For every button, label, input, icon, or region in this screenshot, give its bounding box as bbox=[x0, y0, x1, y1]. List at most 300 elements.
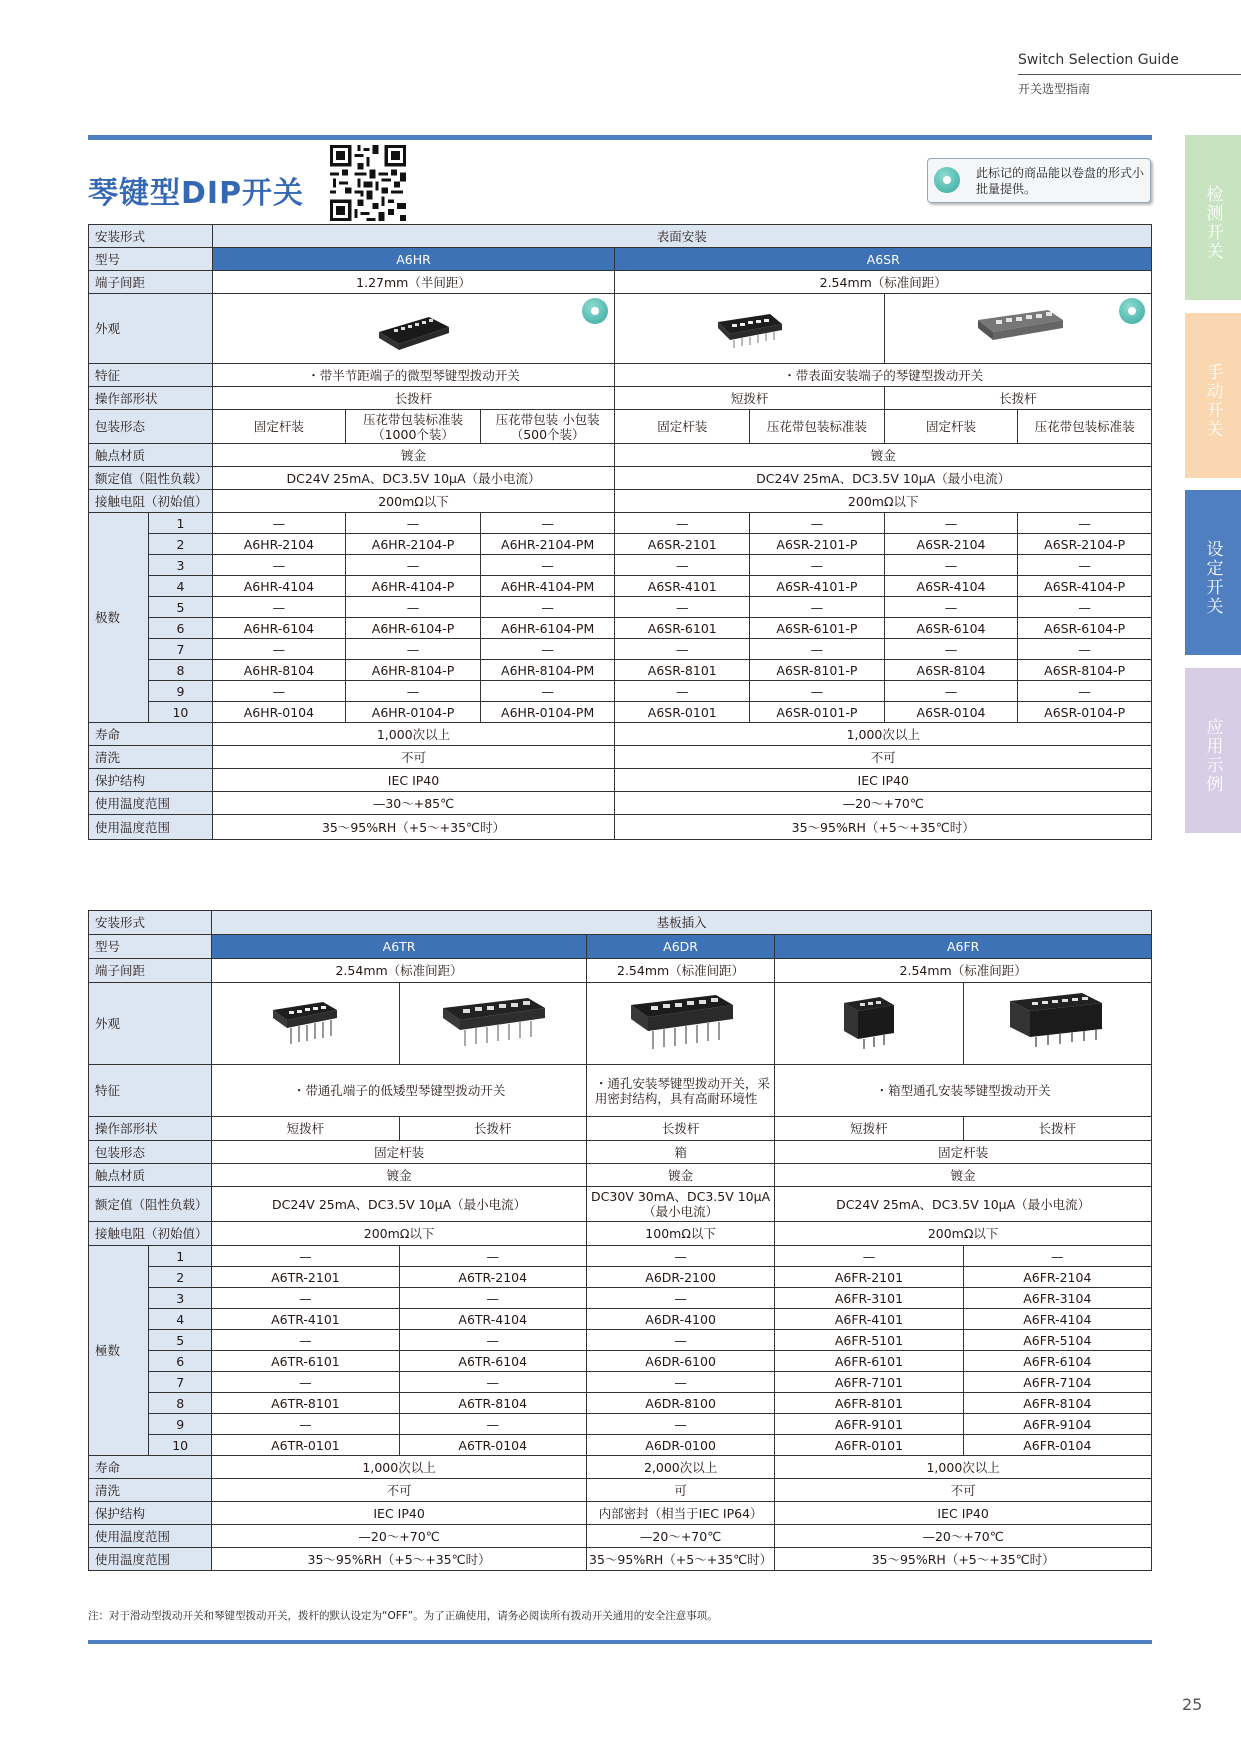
humidity-value: 35～95%RH（+5～+35℃时） bbox=[775, 1548, 1152, 1571]
feature-text: ・带表面安装端子的琴键型拨动开关 bbox=[615, 364, 1152, 387]
part-number-cell: — bbox=[346, 639, 481, 660]
part-number-cell: A6DR-6100 bbox=[586, 1351, 774, 1372]
part-number-cell: — bbox=[615, 513, 750, 534]
table-row bbox=[89, 702, 1152, 723]
side-tab-detection[interactable] bbox=[1185, 135, 1241, 300]
part-number-cell: A6SR-4101 bbox=[615, 576, 750, 597]
label-resistance: 接触电阻（初始值） bbox=[89, 1222, 212, 1246]
table-row bbox=[89, 1435, 1152, 1456]
label-protection: 保护结构 bbox=[89, 1502, 212, 1525]
part-number-cell: A6SR-4104 bbox=[884, 576, 1018, 597]
package-value: 固定杆装 bbox=[212, 410, 346, 444]
temp-value: —20～+70℃ bbox=[775, 1525, 1152, 1548]
reel-note-box bbox=[927, 158, 1151, 203]
label-contact: 触点材质 bbox=[89, 444, 213, 467]
part-number-cell: A6FR-8101 bbox=[775, 1393, 963, 1414]
table-row bbox=[89, 513, 1152, 534]
part-number-cell: — bbox=[586, 1330, 774, 1351]
pole-number: 10 bbox=[149, 1435, 212, 1456]
part-number-cell: A6TR-0101 bbox=[212, 1435, 399, 1456]
part-number-cell: — bbox=[480, 681, 615, 702]
spec-table-through-hole bbox=[88, 910, 1152, 1571]
label-model: 型号 bbox=[89, 248, 213, 271]
part-number-cell: — bbox=[884, 555, 1018, 576]
top-rule bbox=[88, 135, 1152, 140]
resistance-value: 200mΩ以下 bbox=[212, 490, 615, 513]
part-number-cell: A6HR-8104 bbox=[212, 660, 346, 681]
part-number-cell: A6FR-9101 bbox=[775, 1414, 963, 1435]
part-number-cell: A6HR-0104-PM bbox=[480, 702, 615, 723]
part-number-cell: A6TR-2104 bbox=[399, 1267, 586, 1288]
qr-code-icon[interactable] bbox=[330, 145, 406, 221]
product-image-a6dr bbox=[586, 983, 774, 1065]
part-number-cell: — bbox=[615, 555, 750, 576]
page-number: 25 bbox=[1182, 1695, 1203, 1714]
a6dr-switch-image bbox=[621, 989, 741, 1055]
product-image-a6hr bbox=[212, 294, 615, 364]
label-poles: 極数 bbox=[89, 1246, 149, 1456]
life-value: 1,000次以上 bbox=[775, 1456, 1152, 1479]
part-number-cell: — bbox=[212, 597, 346, 618]
contact-value: 镀金 bbox=[212, 444, 615, 467]
a6hr-switch-image bbox=[374, 302, 454, 352]
part-number-cell: A6FR-7101 bbox=[775, 1372, 963, 1393]
life-value: 2,000次以上 bbox=[586, 1456, 774, 1479]
label-mount: 安装形式 bbox=[89, 225, 213, 248]
pole-number: 6 bbox=[149, 618, 212, 639]
part-number-cell: — bbox=[212, 1414, 399, 1435]
part-number-cell: A6FR-8104 bbox=[963, 1393, 1151, 1414]
part-number-cell: A6DR-0100 bbox=[586, 1435, 774, 1456]
model-a6sr: A6SR bbox=[615, 248, 1152, 271]
part-number-cell: A6TR-8101 bbox=[212, 1393, 399, 1414]
contact-value: 镀金 bbox=[615, 444, 1152, 467]
side-tab-manual[interactable] bbox=[1185, 313, 1241, 478]
part-number-cell: A6FR-5101 bbox=[775, 1330, 963, 1351]
part-number-cell: A6SR-0104-P bbox=[1018, 702, 1152, 723]
part-number-cell: A6FR-0101 bbox=[775, 1435, 963, 1456]
label-pitch: 端子间距 bbox=[89, 271, 213, 294]
label-rating: 额定值（阻性负载） bbox=[89, 1187, 212, 1222]
operation-value: 长拨杆 bbox=[963, 1117, 1151, 1141]
part-number-cell: A6DR-2100 bbox=[586, 1267, 774, 1288]
pole-number: 3 bbox=[149, 555, 212, 576]
temp-value: —20～+70℃ bbox=[212, 1525, 587, 1548]
part-number-cell: — bbox=[884, 681, 1018, 702]
part-number-cell: A6TR-4104 bbox=[399, 1309, 586, 1330]
side-tab-label: 应用示例 bbox=[1202, 718, 1223, 794]
label-appearance: 外观 bbox=[89, 983, 212, 1065]
part-number-cell: A6HR-6104 bbox=[212, 618, 346, 639]
package-value: 固定杆装 bbox=[884, 410, 1018, 444]
part-number-cell: — bbox=[212, 639, 346, 660]
protection-value: IEC IP40 bbox=[615, 769, 1152, 792]
pole-number: 8 bbox=[149, 1393, 212, 1414]
label-package: 包装形态 bbox=[89, 410, 213, 444]
feature-text: ・通孔安装琴键型拨动开关，采用密封结构，具有高耐环境性 bbox=[586, 1065, 774, 1117]
rating-value: DC24V 25mA、DC3.5V 10μA（最小电流） bbox=[615, 467, 1152, 490]
part-number-cell: — bbox=[399, 1288, 586, 1309]
part-number-cell: — bbox=[586, 1414, 774, 1435]
part-number-cell: A6TR-8104 bbox=[399, 1393, 586, 1414]
part-number-cell: — bbox=[750, 513, 885, 534]
part-number-cell: A6SR-0104 bbox=[884, 702, 1018, 723]
mount-value: 表面安装 bbox=[212, 225, 1151, 248]
package-value: 固定杆装 bbox=[212, 1141, 587, 1164]
side-tab-label: 设定开关 bbox=[1202, 540, 1223, 616]
part-number-cell: A6HR-6104-PM bbox=[480, 618, 615, 639]
part-number-cell: — bbox=[884, 639, 1018, 660]
label-feature: 特征 bbox=[89, 1065, 212, 1117]
part-number-cell: — bbox=[346, 681, 481, 702]
part-number-cell: — bbox=[586, 1246, 774, 1267]
part-number-cell: — bbox=[212, 1246, 399, 1267]
part-number-cell: A6SR-4101-P bbox=[750, 576, 885, 597]
package-value: 箱 bbox=[586, 1141, 774, 1164]
label-protection: 保护结构 bbox=[89, 769, 213, 792]
product-image-a6tr-long bbox=[399, 983, 586, 1065]
table-row bbox=[89, 555, 1152, 576]
model-a6fr: A6FR bbox=[775, 935, 1152, 959]
part-number-cell: — bbox=[399, 1330, 586, 1351]
operation-value: 短拨杆 bbox=[615, 387, 884, 410]
label-feature: 特征 bbox=[89, 364, 213, 387]
protection-value: IEC IP40 bbox=[212, 1502, 587, 1525]
label-appearance: 外观 bbox=[89, 294, 213, 364]
part-number-cell: A6SR-2104 bbox=[884, 534, 1018, 555]
part-number-cell: A6SR-6104-P bbox=[1018, 618, 1152, 639]
pole-number: 9 bbox=[149, 1414, 212, 1435]
feature-text: ・带通孔端子的低矮型琴键型拨动开关 bbox=[212, 1065, 587, 1117]
table-row bbox=[89, 1330, 1152, 1351]
life-value: 1,000次以上 bbox=[615, 723, 1152, 746]
temp-value: —20～+70℃ bbox=[586, 1525, 774, 1548]
part-number-cell: — bbox=[346, 597, 481, 618]
part-number-cell: A6FR-6101 bbox=[775, 1351, 963, 1372]
package-value: 压花带包装标准装 bbox=[750, 410, 885, 444]
pole-number: 1 bbox=[149, 513, 212, 534]
part-number-cell: A6SR-0101-P bbox=[750, 702, 885, 723]
part-number-cell: — bbox=[586, 1372, 774, 1393]
product-image-a6sr-long bbox=[884, 294, 1151, 364]
pole-number: 7 bbox=[149, 639, 212, 660]
part-number-cell: A6SR-6104 bbox=[884, 618, 1018, 639]
part-number-cell: — bbox=[615, 597, 750, 618]
part-number-cell: A6SR-8104-P bbox=[1018, 660, 1152, 681]
part-number-cell: A6TR-6101 bbox=[212, 1351, 399, 1372]
part-number-cell: A6TR-6104 bbox=[399, 1351, 586, 1372]
wash-value: 不可 bbox=[212, 746, 615, 769]
label-life: 寿命 bbox=[89, 723, 213, 746]
humidity-value: 35～95%RH（+5～+35℃时） bbox=[212, 815, 615, 840]
part-number-cell: A6HR-8104-PM bbox=[480, 660, 615, 681]
part-number-cell: A6FR-5104 bbox=[963, 1330, 1151, 1351]
part-number-cell: A6SR-8101 bbox=[615, 660, 750, 681]
temp-value: —30～+85℃ bbox=[212, 792, 615, 815]
part-number-cell: A6FR-4104 bbox=[963, 1309, 1151, 1330]
wash-value: 不可 bbox=[615, 746, 1152, 769]
part-number-cell: — bbox=[480, 555, 615, 576]
part-number-cell: A6HR-4104-PM bbox=[480, 576, 615, 597]
part-number-cell: — bbox=[346, 513, 481, 534]
pitch-value: 1.27mm（半间距） bbox=[212, 271, 615, 294]
table-row bbox=[89, 660, 1152, 681]
part-number-cell: — bbox=[615, 639, 750, 660]
part-number-cell: — bbox=[884, 513, 1018, 534]
part-number-cell: — bbox=[212, 1330, 399, 1351]
label-poles: 极数 bbox=[89, 513, 149, 723]
part-number-cell: — bbox=[1018, 513, 1152, 534]
part-number-cell: A6TR-0104 bbox=[399, 1435, 586, 1456]
pitch-value: 2.54mm（标准间距） bbox=[615, 271, 1152, 294]
part-number-cell: — bbox=[346, 555, 481, 576]
protection-value: IEC IP40 bbox=[775, 1502, 1152, 1525]
resistance-value: 100mΩ以下 bbox=[586, 1222, 774, 1246]
label-humidity: 使用温度范围 bbox=[89, 1548, 212, 1571]
model-a6dr: A6DR bbox=[586, 935, 774, 959]
part-number-cell: A6HR-2104 bbox=[212, 534, 346, 555]
reel-icon bbox=[1119, 298, 1145, 324]
part-number-cell: A6FR-2104 bbox=[963, 1267, 1151, 1288]
product-image-a6fr-short bbox=[775, 983, 963, 1065]
side-tab-application[interactable] bbox=[1185, 668, 1241, 833]
resistance-value: 200mΩ以下 bbox=[615, 490, 1152, 513]
label-wash: 清洗 bbox=[89, 1479, 212, 1502]
pole-number: 6 bbox=[149, 1351, 212, 1372]
package-value: 压花带包装标准装 bbox=[1018, 410, 1152, 444]
pitch-value: 2.54mm（标准间距） bbox=[586, 959, 774, 983]
part-number-cell: — bbox=[480, 513, 615, 534]
protection-value: 内部密封（相当于IEC IP64） bbox=[586, 1502, 774, 1525]
header-chinese: 开关选型指南 bbox=[1018, 82, 1091, 96]
label-model: 型号 bbox=[89, 935, 212, 959]
rating-value: DC24V 25mA、DC3.5V 10μA（最小电流） bbox=[212, 467, 615, 490]
wash-value: 可 bbox=[586, 1479, 774, 1502]
part-number-cell: — bbox=[1018, 639, 1152, 660]
part-number-cell: — bbox=[963, 1246, 1151, 1267]
rating-value: DC30V 30mA、DC3.5V 10μA（最小电流） bbox=[586, 1187, 774, 1222]
part-number-cell: A6HR-2104-PM bbox=[480, 534, 615, 555]
pole-number: 10 bbox=[149, 702, 212, 723]
part-number-cell: A6SR-8104 bbox=[884, 660, 1018, 681]
label-operation: 操作部形状 bbox=[89, 387, 213, 410]
pole-number: 5 bbox=[149, 597, 212, 618]
part-number-cell: — bbox=[615, 681, 750, 702]
part-number-cell: — bbox=[1018, 681, 1152, 702]
part-number-cell: A6SR-0101 bbox=[615, 702, 750, 723]
resistance-value: 200mΩ以下 bbox=[212, 1222, 587, 1246]
label-package: 包装形态 bbox=[89, 1141, 212, 1164]
part-number-cell: — bbox=[1018, 597, 1152, 618]
table-row bbox=[89, 576, 1152, 597]
product-image-a6sr-short bbox=[615, 294, 884, 364]
part-number-cell: A6SR-2101-P bbox=[750, 534, 885, 555]
protection-value: IEC IP40 bbox=[212, 769, 615, 792]
part-number-cell: — bbox=[750, 555, 885, 576]
part-number-cell: A6FR-9104 bbox=[963, 1414, 1151, 1435]
reel-note-text: 此标记的商品能以卷盘的形式小批量提供。 bbox=[976, 166, 1145, 196]
pole-number: 4 bbox=[149, 576, 212, 597]
part-number-cell: — bbox=[480, 597, 615, 618]
part-number-cell: — bbox=[212, 555, 346, 576]
label-humidity: 使用温度范围 bbox=[89, 815, 213, 840]
feature-text: ・带半节距端子的微型琴键型拨动开关 bbox=[212, 364, 615, 387]
part-number-cell: — bbox=[399, 1372, 586, 1393]
table-row bbox=[89, 1351, 1152, 1372]
product-image-a6fr-long bbox=[963, 983, 1151, 1065]
rating-value: DC24V 25mA、DC3.5V 10μA（最小电流） bbox=[775, 1187, 1152, 1222]
part-number-cell: A6HR-4104 bbox=[212, 576, 346, 597]
humidity-value: 35～95%RH（+5～+35℃时） bbox=[586, 1548, 774, 1571]
spec-table-surface-mount bbox=[88, 224, 1152, 840]
mount-value: 基板插入 bbox=[212, 911, 1152, 935]
part-number-cell: A6DR-4100 bbox=[586, 1309, 774, 1330]
part-number-cell: — bbox=[212, 1372, 399, 1393]
label-temp: 使用温度范围 bbox=[89, 1525, 212, 1548]
part-number-cell: — bbox=[480, 639, 615, 660]
part-number-cell: A6SR-4104-P bbox=[1018, 576, 1152, 597]
footnote: 注：对于滑动型拨动开关和琴键型拨动开关，拨杆的默认设定为“OFF”。为了正确使用，请务必阅读所有拨动开关通用的安全注意事项。 bbox=[88, 1610, 718, 1622]
operation-value: 长拨杆 bbox=[586, 1117, 774, 1141]
part-number-cell: A6HR-0104 bbox=[212, 702, 346, 723]
part-number-cell: A6SR-6101-P bbox=[750, 618, 885, 639]
operation-value: 短拨杆 bbox=[212, 1117, 399, 1141]
part-number-cell: — bbox=[750, 639, 885, 660]
part-number-cell: A6FR-0104 bbox=[963, 1435, 1151, 1456]
resistance-value: 200mΩ以下 bbox=[775, 1222, 1152, 1246]
label-contact: 触点材质 bbox=[89, 1164, 212, 1187]
wash-value: 不可 bbox=[212, 1479, 587, 1502]
label-operation: 操作部形状 bbox=[89, 1117, 212, 1141]
pole-number: 3 bbox=[149, 1288, 212, 1309]
pitch-value: 2.54mm（标准间距） bbox=[212, 959, 587, 983]
rating-value: DC24V 25mA、DC3.5V 10μA（最小电流） bbox=[212, 1187, 587, 1222]
table-row bbox=[89, 1414, 1152, 1435]
part-number-cell: A6HR-0104-P bbox=[346, 702, 481, 723]
part-number-cell: A6HR-4104-P bbox=[346, 576, 481, 597]
part-number-cell: A6FR-4101 bbox=[775, 1309, 963, 1330]
humidity-value: 35～95%RH（+5～+35℃时） bbox=[615, 815, 1152, 840]
side-tab-label: 手动开关 bbox=[1202, 363, 1223, 439]
part-number-cell: — bbox=[1018, 555, 1152, 576]
temp-value: —20～+70℃ bbox=[615, 792, 1152, 815]
part-number-cell: A6SR-6101 bbox=[615, 618, 750, 639]
label-rating: 额定值（阻性负载） bbox=[89, 467, 213, 490]
table-row bbox=[89, 1372, 1152, 1393]
side-tab-label: 检测开关 bbox=[1202, 185, 1223, 261]
part-number-cell: — bbox=[212, 513, 346, 534]
pole-number: 2 bbox=[149, 534, 212, 555]
part-number-cell: A6FR-3101 bbox=[775, 1288, 963, 1309]
table-row bbox=[89, 1288, 1152, 1309]
a6tr-short-switch-image bbox=[265, 992, 345, 1052]
pole-number: 8 bbox=[149, 660, 212, 681]
table-row bbox=[89, 534, 1152, 555]
table-row bbox=[89, 1393, 1152, 1414]
pitch-value: 2.54mm（标准间距） bbox=[775, 959, 1152, 983]
package-value: 固定杆装 bbox=[615, 410, 750, 444]
contact-value: 镀金 bbox=[586, 1164, 774, 1187]
wash-value: 不可 bbox=[775, 1479, 1152, 1502]
a6sr-long-switch-image bbox=[968, 302, 1068, 352]
part-number-cell: A6FR-3104 bbox=[963, 1288, 1151, 1309]
part-number-cell: — bbox=[775, 1246, 963, 1267]
part-number-cell: A6DR-8100 bbox=[586, 1393, 774, 1414]
part-number-cell: — bbox=[750, 597, 885, 618]
part-number-cell: A6SR-2104-P bbox=[1018, 534, 1152, 555]
part-number-cell: A6FR-7104 bbox=[963, 1372, 1151, 1393]
label-resistance: 接触电阻（初始值） bbox=[89, 490, 213, 513]
operation-value: 长拨杆 bbox=[884, 387, 1151, 410]
pole-number: 7 bbox=[149, 1372, 212, 1393]
pole-number: 4 bbox=[149, 1309, 212, 1330]
part-number-cell: — bbox=[750, 681, 885, 702]
part-number-cell: A6FR-6104 bbox=[963, 1351, 1151, 1372]
table-row bbox=[89, 618, 1152, 639]
part-number-cell: A6TR-2101 bbox=[212, 1267, 399, 1288]
table-row bbox=[89, 1246, 1152, 1267]
part-number-cell: A6HR-6104-P bbox=[346, 618, 481, 639]
package-value: 压花带包装标准装（1000个装） bbox=[346, 410, 481, 444]
part-number-cell: A6HR-2104-P bbox=[346, 534, 481, 555]
model-a6hr: A6HR bbox=[212, 248, 615, 271]
pole-number: 2 bbox=[149, 1267, 212, 1288]
part-number-cell: — bbox=[212, 1288, 399, 1309]
reel-icon bbox=[934, 167, 960, 193]
part-number-cell: — bbox=[586, 1288, 774, 1309]
package-value: 固定杆装 bbox=[775, 1141, 1152, 1164]
pole-number: 5 bbox=[149, 1330, 212, 1351]
part-number-cell: A6SR-8101-P bbox=[750, 660, 885, 681]
a6sr-short-switch-image bbox=[710, 302, 790, 352]
side-tab-setting[interactable] bbox=[1185, 490, 1241, 655]
package-value: 压花带包装 小包装（500个装） bbox=[480, 410, 615, 444]
table-row bbox=[89, 597, 1152, 618]
pole-number: 1 bbox=[149, 1246, 212, 1267]
life-value: 1,000次以上 bbox=[212, 1456, 587, 1479]
product-image-a6tr-short bbox=[212, 983, 399, 1065]
label-pitch: 端子间距 bbox=[89, 959, 212, 983]
part-number-cell: — bbox=[884, 597, 1018, 618]
label-temp: 使用温度范围 bbox=[89, 792, 213, 815]
pole-number: 9 bbox=[149, 681, 212, 702]
contact-value: 镀金 bbox=[775, 1164, 1152, 1187]
bottom-rule bbox=[88, 1640, 1152, 1644]
humidity-value: 35～95%RH（+5～+35℃时） bbox=[212, 1548, 587, 1571]
operation-value: 长拨杆 bbox=[212, 387, 615, 410]
part-number-cell: A6HR-8104-P bbox=[346, 660, 481, 681]
operation-value: 长拨杆 bbox=[399, 1117, 586, 1141]
label-wash: 清洗 bbox=[89, 746, 213, 769]
contact-value: 镀金 bbox=[212, 1164, 587, 1187]
a6fr-short-switch-image bbox=[834, 989, 904, 1055]
table-row bbox=[89, 1309, 1152, 1330]
part-number-cell: A6SR-2101 bbox=[615, 534, 750, 555]
part-number-cell: A6TR-4101 bbox=[212, 1309, 399, 1330]
page-title: 琴键型DIP开关 bbox=[88, 176, 305, 211]
table-row bbox=[89, 1267, 1152, 1288]
header-english: Switch Selection Guide bbox=[1018, 52, 1179, 68]
label-mount: 安装形式 bbox=[89, 911, 212, 935]
header-rule bbox=[1018, 74, 1241, 75]
model-a6tr: A6TR bbox=[212, 935, 587, 959]
part-number-cell: — bbox=[212, 681, 346, 702]
table-row bbox=[89, 639, 1152, 660]
life-value: 1,000次以上 bbox=[212, 723, 615, 746]
operation-value: 短拨杆 bbox=[775, 1117, 963, 1141]
feature-text: ・箱型通孔安装琴键型拨动开关 bbox=[775, 1065, 1152, 1117]
label-life: 寿命 bbox=[89, 1456, 212, 1479]
